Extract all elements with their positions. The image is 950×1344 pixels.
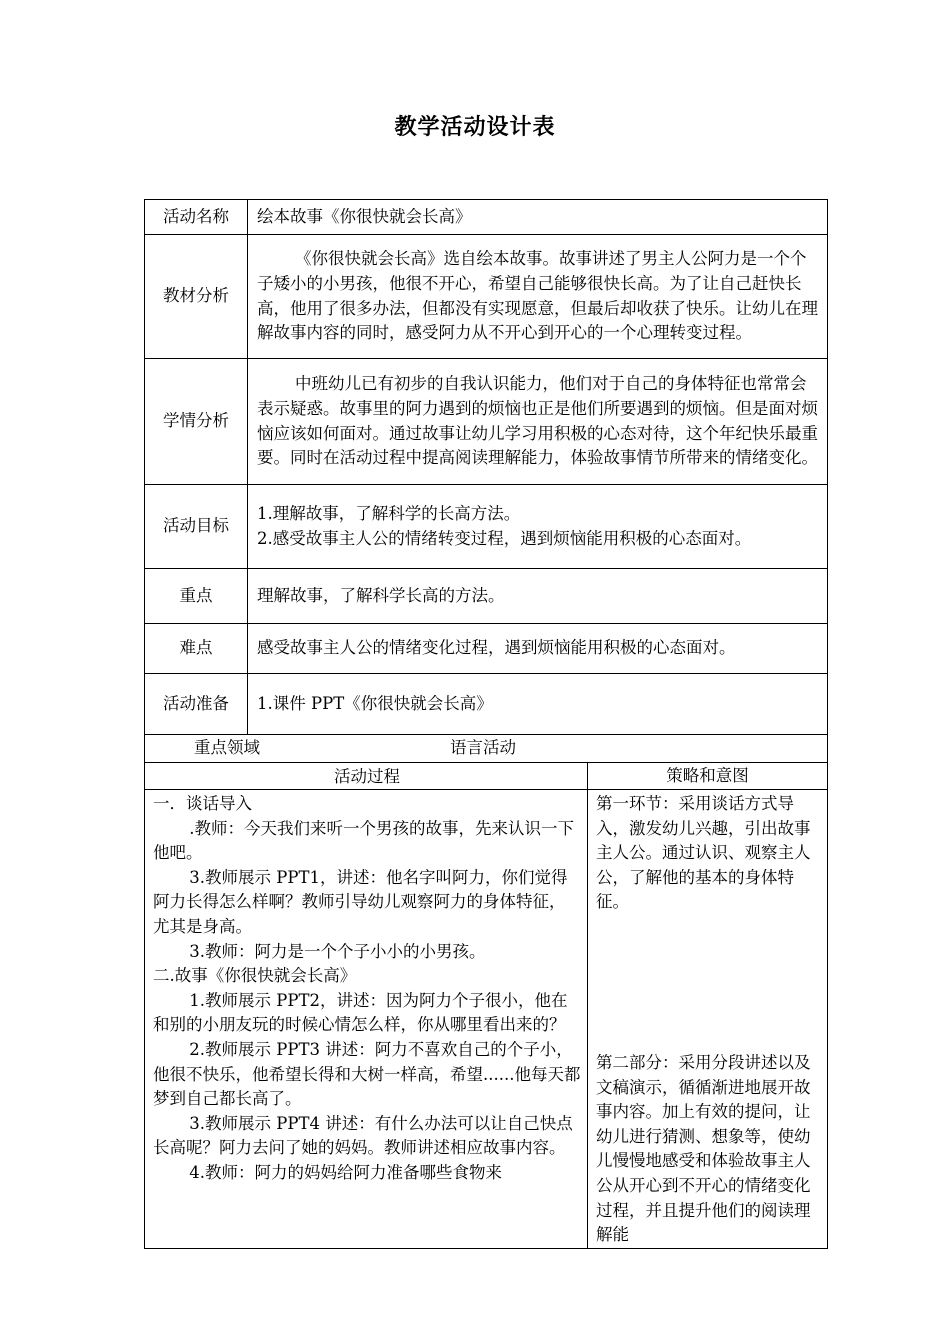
- domain-value: 语言活动: [450, 738, 516, 757]
- process-line: 3.教师展示 PPT1，讲述：他名字叫阿力，你们觉得阿力长得怎么样啊？教师引导幼儿观察阿力的身体特征，尤其是身高。: [153, 867, 568, 936]
- process-header-left: 活动过程: [145, 763, 588, 790]
- material-analysis-value: 《你很快就会长高》选自绘本故事。故事讲述了男主人公阿力是一个个子矮小的小男孩，他很不开心，希望自己能够很快长高。为了让自己赶快长高，他用了很多办法，但都没有实现愿意，但最后却收获了快乐。让幼儿在理解故事内容的同时，感受阿力从不开心到开心的一个心理转变过程。: [248, 235, 828, 359]
- process-line: 1.教师展示 PPT2，讲述：因为阿力个子很小，他在和别的小朋友玩的时候心情怎么样，你从哪里看出来的？: [153, 990, 568, 1035]
- process-line: 2.教师展示 PPT3 讲述：阿力不喜欢自己的个子小，他很不快乐，他希望长得和大树一样高，希望......他每天都梦到自己都长高了。: [153, 1039, 581, 1109]
- row-material-analysis: [145, 235, 828, 359]
- row-goals: [145, 485, 828, 569]
- process-line: 3.教师：阿力是一个个子小小的小男孩。: [189, 941, 486, 961]
- process-line: 一．谈话导入: [153, 794, 252, 813]
- process-line: 4.教师：阿力的妈妈给阿力准备哪些食物来: [189, 1162, 503, 1182]
- key-point-label: 重点: [145, 569, 248, 624]
- preparation-value: 1.课件 PPT《你很快就会长高》: [248, 674, 828, 735]
- activity-name-value: 绘本故事《你很快就会长高》: [248, 200, 828, 235]
- row-key-point: [145, 569, 828, 624]
- process-header-right: 策略和意图: [588, 763, 828, 790]
- process-line: 3.教师展示 PPT4 讲述：有什么办法可以让自己快点长高呢？阿力去问了她的妈妈。教师讲述相应故事内容。: [153, 1113, 573, 1158]
- row-domain: [145, 735, 828, 763]
- preparation-label: 活动准备: [145, 674, 248, 735]
- difficulty-label: 难点: [145, 624, 248, 674]
- process-body-row: [145, 790, 828, 1249]
- row-activity-name: [145, 200, 828, 235]
- process-steps: [145, 790, 588, 1249]
- process-header-row: [145, 763, 828, 790]
- domain-cell: [145, 735, 828, 763]
- process-line: .教师：今天我们来听一个男孩的故事，先来认识一下他吧。: [153, 818, 575, 863]
- process-strategy: [588, 790, 828, 1249]
- page-title: 教学活动设计表: [394, 115, 556, 140]
- learner-analysis-label: 学情分析: [145, 359, 248, 485]
- process-line: 二.故事《你很快就会长高》: [153, 966, 357, 986]
- difficulty-value: 感受故事主人公的情绪变化过程，遇到烦恼能用积极的心态面对。: [248, 624, 828, 674]
- strategy-part-1: 第一环节：采用谈话方式导入，激发幼儿兴趣，引出故事主人公。通过认识、观察主人公，了解他的基本的身体特征。: [596, 794, 811, 912]
- domain-label: 重点领域: [194, 738, 260, 757]
- row-preparation: [145, 674, 828, 735]
- goals-label: 活动目标: [145, 485, 248, 569]
- goal-item: 1.理解故事，了解科学的长高方法。: [257, 503, 521, 523]
- material-analysis-label: 教材分析: [145, 235, 248, 359]
- design-table: [144, 199, 828, 763]
- process-table: [144, 762, 828, 1249]
- key-point-value: 理解故事，了解科学长高的方法。: [248, 569, 828, 624]
- row-learner-analysis: [145, 359, 828, 485]
- strategy-part-2: 第二部分：采用分段讲述以及文稿演示，循循渐进地展开故事内容。加上有效的提问，让幼儿进行猜测、想象等，使幼儿慢慢地感受和体验故事主人公从开心到不开心的情绪变化过程，并且提升他们的阅读理解能: [596, 1052, 811, 1245]
- learner-analysis-value: 中班幼儿已有初步的自我认识能力，他们对于自己的身体特征也常常会表示疑惑。故事里的阿力遇到的烦恼也正是他们所要遇到的烦恼。但是面对烦恼应该如何面对。通过故事让幼儿学习用积极的心态对待，这个年纪快乐最重要。同时在活动过程中提高阅读理解能力，体验故事情节所带来的情绪变化。: [248, 359, 828, 485]
- row-difficulty: [145, 624, 828, 674]
- activity-name-label: 活动名称: [145, 200, 248, 235]
- goals-value: [248, 485, 828, 569]
- goal-item: 2.感受故事主人公的情绪转变过程，遇到烦恼能用积极的心态面对。: [257, 528, 752, 548]
